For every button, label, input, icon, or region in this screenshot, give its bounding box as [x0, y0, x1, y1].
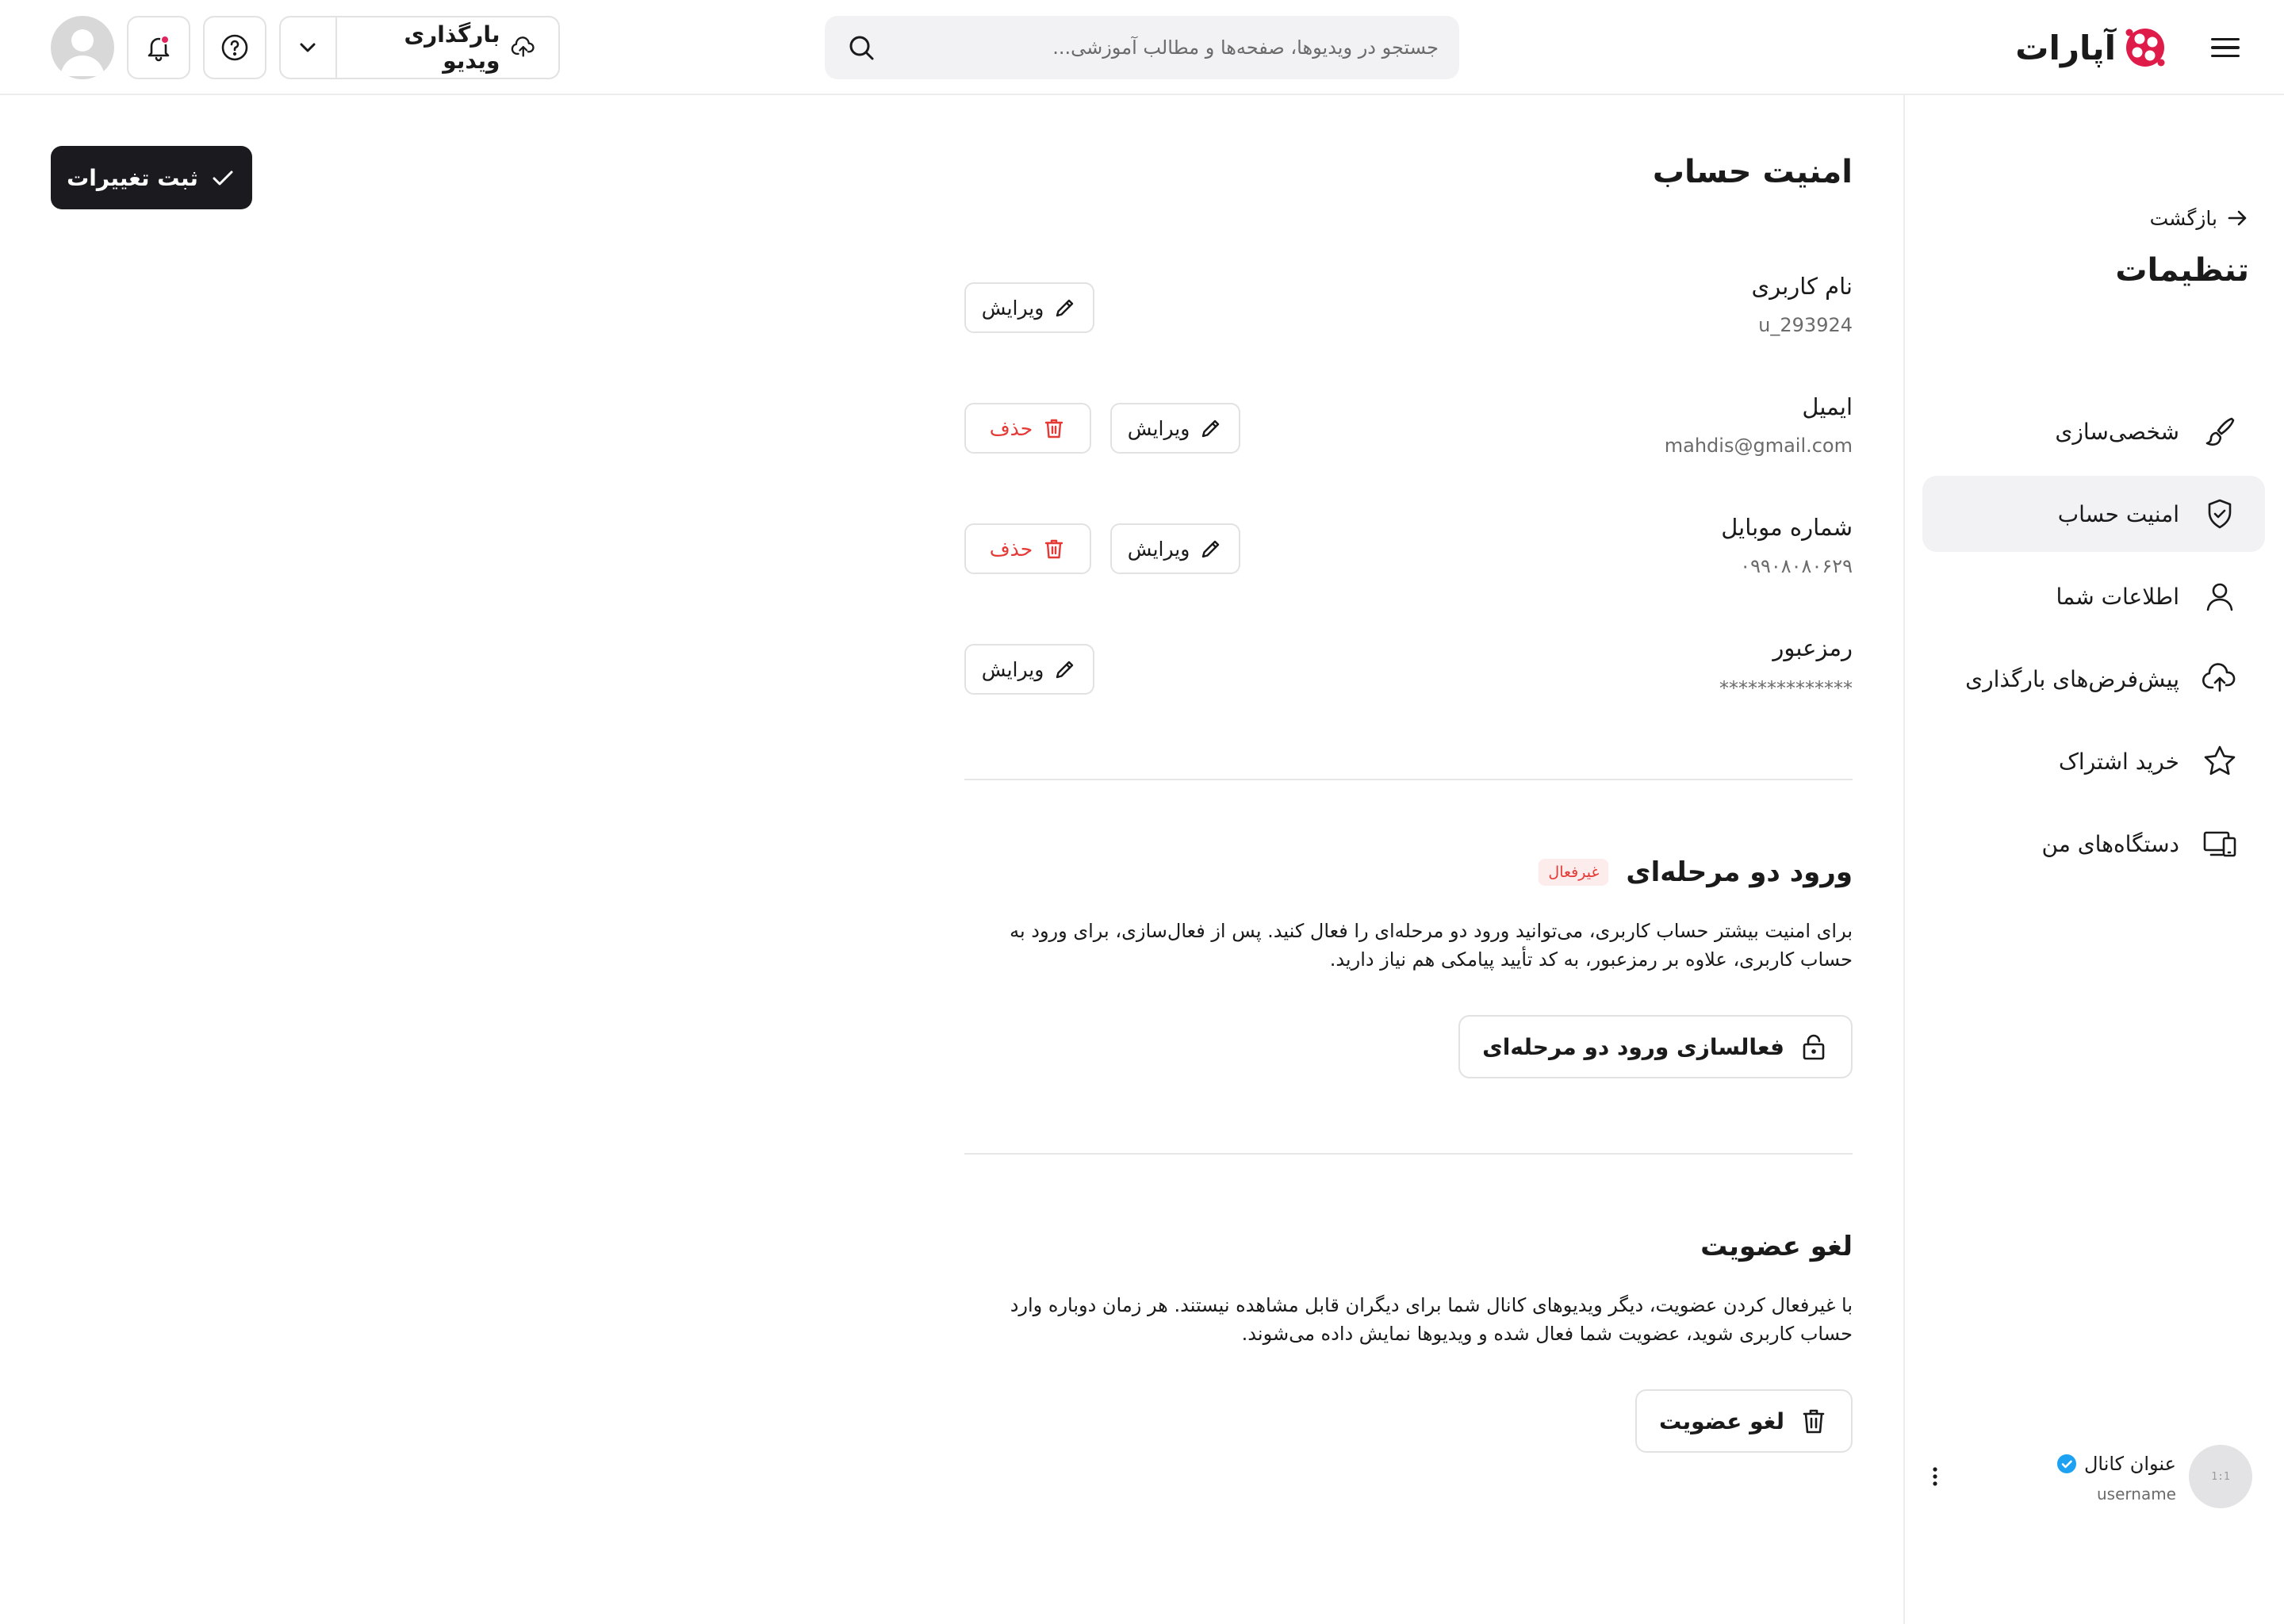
- username-label: نام کاربری: [1751, 273, 1853, 300]
- email-value: mahdis@gmail.com: [1664, 435, 1853, 457]
- sidebar-item-label: خرید اشتراک: [2058, 748, 2179, 775]
- help-icon: [220, 33, 250, 63]
- cloud-upload-icon: [511, 33, 536, 62]
- upload-video-label: بارگذاری ویدیو: [404, 21, 500, 74]
- save-changes-button[interactable]: [51, 146, 252, 209]
- pencil-icon: [1199, 537, 1223, 561]
- menu-icon[interactable]: [2211, 33, 2240, 62]
- save-changes-label: ثبت تغییرات: [67, 164, 198, 191]
- delete-email-button[interactable]: [964, 403, 1091, 454]
- password-value: **************: [1719, 677, 1853, 699]
- delete-label: حذف: [989, 416, 1033, 440]
- search-placeholder: جستجو در ویدیوها، صفحه‌ها و مطالب آموزشی...: [1052, 36, 1439, 59]
- username-value: u_293924: [1758, 314, 1853, 336]
- upload-video-button[interactable]: [337, 17, 558, 78]
- brush-icon: [2202, 413, 2238, 450]
- upload-divider: [335, 17, 337, 78]
- sidebar-item-label: امنیت حساب: [2057, 500, 2179, 527]
- edit-label: ویرایش: [981, 657, 1044, 681]
- enable-two-factor-button[interactable]: [1458, 1015, 1853, 1078]
- two-factor-title-row: [1539, 856, 1853, 888]
- edit-username-button[interactable]: [964, 282, 1094, 333]
- back-link[interactable]: [2150, 206, 2249, 230]
- sidebar-item-your-info[interactable]: [1922, 558, 2265, 634]
- pencil-icon: [1199, 416, 1223, 440]
- edit-label: ویرایش: [1127, 537, 1190, 561]
- sidebar-item-my-devices[interactable]: [1922, 806, 2265, 882]
- pencil-icon: [1053, 296, 1077, 320]
- settings-title: تنظیمات: [2115, 252, 2249, 289]
- check-icon: [209, 164, 236, 191]
- sidebar-item-label: اطلاعات شما: [2056, 583, 2179, 610]
- search-input[interactable]: [825, 16, 1459, 79]
- aparat-logo-icon: [2124, 26, 2167, 69]
- user-avatar[interactable]: [51, 16, 114, 79]
- sidebar-item-subscription[interactable]: [1922, 723, 2265, 799]
- edit-mobile-button[interactable]: [1110, 523, 1240, 574]
- cancel-membership-button[interactable]: [1635, 1389, 1853, 1453]
- two-factor-description: برای امنیت بیشتر حساب کاربری، می‌توانید ورود دو مرحله‌ای را فعال کنید. پس از فعال‌سازی، برای ورود به حساب کاربری، علاوه بر رمزعبور، به کد تأیید پیامکی هم نیاز دارید.: [1010, 920, 1853, 971]
- channel-name: عنوان کانال: [2083, 1453, 2176, 1475]
- aparat-logo[interactable]: [2015, 24, 2167, 71]
- cancel-membership-label: لغو عضویت: [1658, 1408, 1784, 1434]
- back-label: بازگشت: [2149, 206, 2217, 230]
- delete-mobile-button[interactable]: [964, 523, 1091, 574]
- channel-username: username: [2097, 1484, 2176, 1503]
- notification-dot: [160, 35, 170, 44]
- two-factor-title: ورود دو مرحله‌ای: [1626, 856, 1853, 888]
- channel-card[interactable]: [1919, 1445, 2252, 1508]
- cancel-membership-title: لغو عضویت: [1700, 1231, 1853, 1262]
- verified-badge-icon: [2056, 1453, 2078, 1475]
- account-security-content: [964, 95, 1853, 1624]
- email-label: ایمیل: [1802, 393, 1853, 420]
- logo-text: آپارات: [2015, 28, 2116, 67]
- upload-button-group: [279, 16, 560, 79]
- sidebar-item-personalization[interactable]: [1922, 393, 2265, 469]
- devices-icon: [2202, 825, 2238, 862]
- enable-two-factor-label: فعالسازی ورود دو مرحله‌ای: [1482, 1033, 1784, 1060]
- help-button[interactable]: [203, 16, 266, 79]
- more-options-icon[interactable]: [1919, 1461, 1951, 1492]
- sidebar-item-account-security[interactable]: [1922, 476, 2265, 552]
- upload-dropdown-toggle[interactable]: [281, 17, 335, 78]
- page-title: امنیت حساب: [1652, 154, 1853, 190]
- search-icon[interactable]: [845, 32, 877, 63]
- pencil-icon: [1053, 657, 1077, 681]
- user-icon: [2202, 578, 2238, 615]
- avatar-placeholder-icon: [51, 16, 114, 79]
- shield-check-icon: [2202, 496, 2238, 532]
- trash-icon: [1799, 1406, 1829, 1436]
- notifications-button[interactable]: [127, 16, 190, 79]
- cancel-membership-description: با غیرفعال کردن عضویت، دیگر ویدیوهای کانال شما برای دیگران قابل مشاهده نیستند. هر زمان دوباره وارد حساب کاربری شوید، عضویت شما فعال شده و ویدیوها نمایش داده می‌شوند.: [1010, 1294, 1853, 1345]
- trash-icon: [1042, 537, 1066, 561]
- section-divider: [964, 1153, 1853, 1155]
- status-badge: غیرفعال: [1539, 859, 1608, 886]
- sidebar-item-upload-defaults[interactable]: [1922, 641, 2265, 717]
- settings-sidebar: [1903, 95, 2284, 1624]
- cloud-upload-icon: [2202, 661, 2238, 697]
- channel-name-row: [2056, 1453, 2176, 1475]
- sidebar-item-label: دستگاه‌های من: [2041, 830, 2179, 857]
- sidebar-item-label: پیش‌فرض‌های بارگذاری: [1965, 665, 2179, 692]
- trash-icon: [1042, 416, 1066, 440]
- password-label: رمزعبور: [1772, 634, 1853, 661]
- top-header: [0, 0, 2284, 95]
- mobile-value: ۰۹۹۰۸۰۸۰۶۲۹: [1740, 555, 1853, 577]
- chevron-down-icon: [296, 36, 320, 59]
- channel-avatar[interactable]: 1:1: [2189, 1445, 2252, 1508]
- mobile-label: شماره موبایل: [1721, 514, 1853, 541]
- edit-password-button[interactable]: [964, 644, 1094, 695]
- section-divider: [964, 779, 1853, 780]
- edit-label: ویرایش: [981, 296, 1044, 320]
- sidebar-item-label: شخصی‌سازی: [2055, 418, 2179, 445]
- lock-icon: [1799, 1032, 1829, 1062]
- arrow-right-icon: [2225, 206, 2249, 230]
- delete-label: حذف: [989, 537, 1033, 561]
- star-icon: [2202, 743, 2238, 779]
- edit-label: ویرایش: [1127, 416, 1190, 440]
- edit-email-button[interactable]: [1110, 403, 1240, 454]
